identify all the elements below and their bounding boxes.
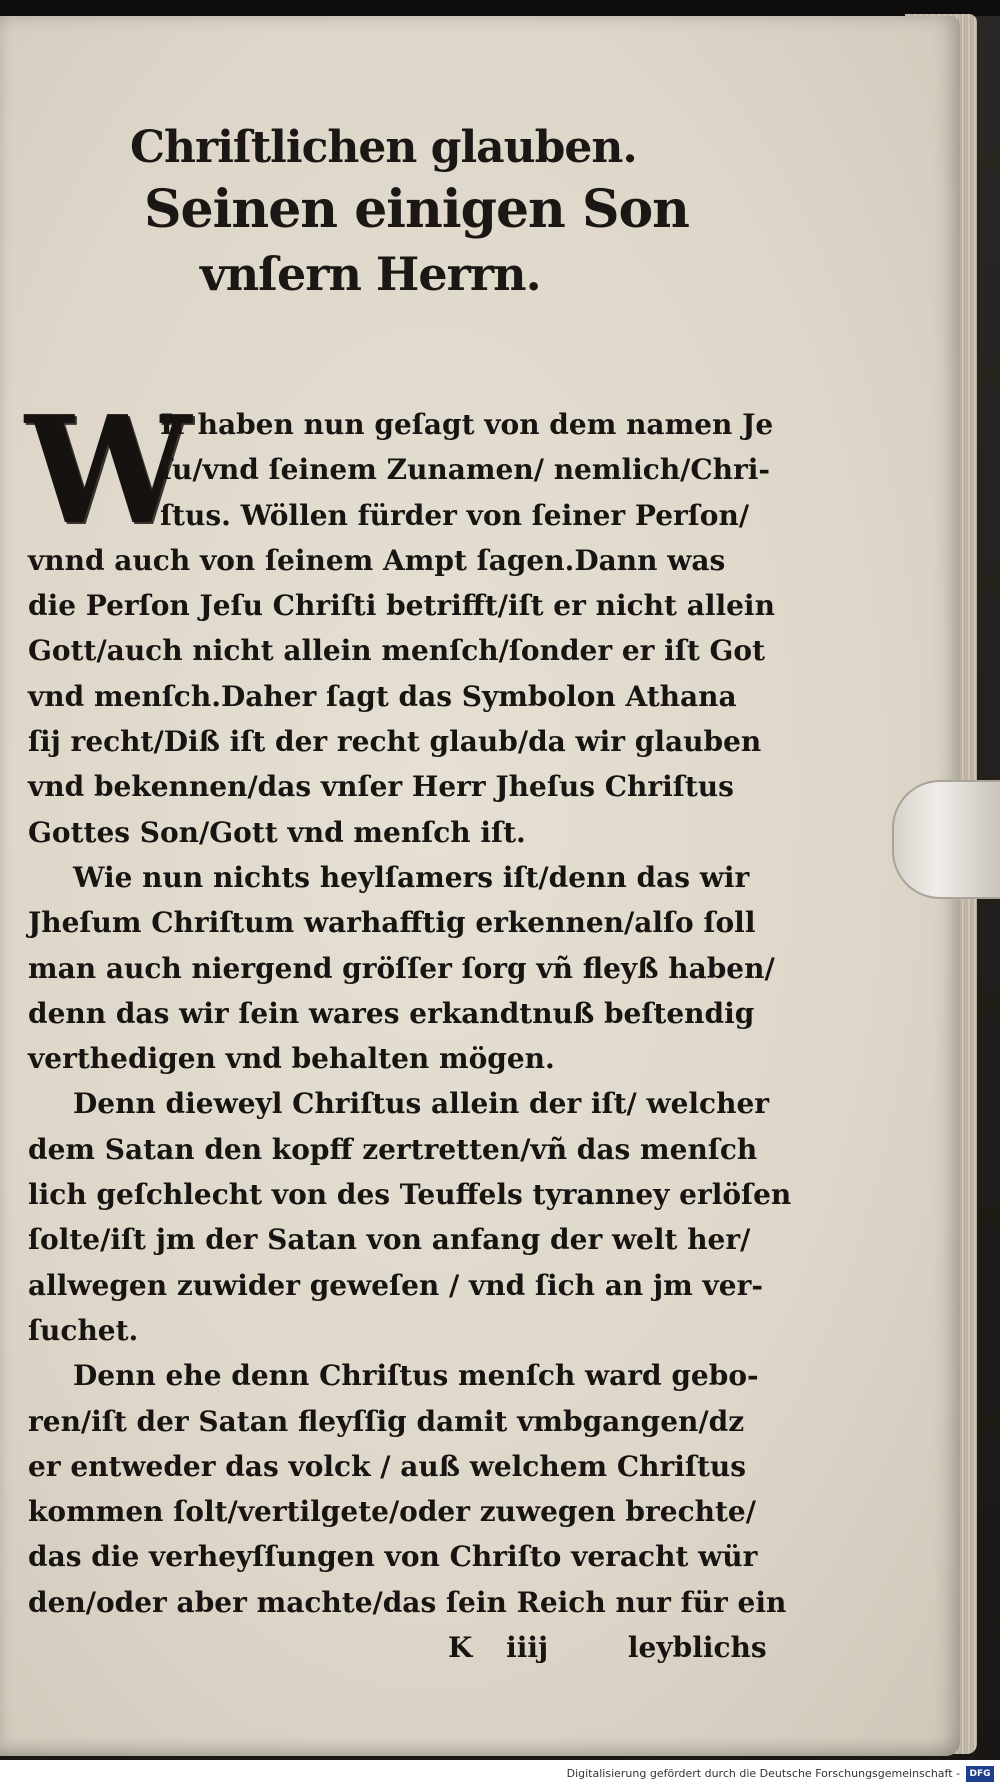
text-line: Denn dieweyl Chriſtus allein der iſt/ welcher <box>73 1087 770 1121</box>
page-headings <box>130 120 689 304</box>
text-line: ſtus. Wöllen fürder von ſeiner Perſon/ <box>160 498 750 532</box>
catchline <box>28 1625 803 1670</box>
dfg-logo: DFG <box>966 1766 994 1782</box>
text-line: man auch niergend gröſſer ſorg vñ fleyß haben/ <box>28 951 775 985</box>
text-line: verthedigen vnd behalten mögen. <box>28 1042 555 1076</box>
text-line: ren/iſt der Satan fleyſſig damit vmbgangen/dz <box>28 1404 745 1438</box>
text-line: ſij recht/Diß iſt der recht glaub/da wir glauben <box>28 725 762 759</box>
text-line: den/oder aber machte/das ſein Reich nur für ein <box>28 1585 787 1619</box>
signature-mark: K <box>448 1631 473 1665</box>
footer-bar <box>0 1760 1000 1791</box>
top-edge <box>0 0 1000 16</box>
text-line: vnd menſch.Daher ſagt das Symbolon Athana <box>28 679 737 713</box>
text-line: Denn ehe denn Chriſtus menſch ward gebo- <box>73 1359 759 1393</box>
text-line: lich geſchlecht von des Teuffels tyranney erlöſen <box>28 1178 792 1212</box>
text-line: ſu/vnd ſeinem Zunamen/ nemlich/Chri- <box>160 453 771 487</box>
text-line: Gott/auch nicht allein menſch/ſonder er iſt Got <box>28 634 766 668</box>
heading-line-1: Chriſtlichen glauben. <box>130 122 637 173</box>
text-line: ſuchet. <box>28 1313 139 1347</box>
text-line: vnnd auch von ſeinem Ampt ſagen.Dann was <box>28 543 726 577</box>
text-line: kommen ſolt/vertilgete/oder zuwegen brechte/ <box>28 1495 756 1529</box>
text-line: denn das wir ſein wares erkandtnuß beſtendig <box>28 996 755 1030</box>
text-line: allwegen zuwider geweſen / vnd ſich an jm ver- <box>28 1268 763 1302</box>
text-line: Wie nun nichts heylſamers iſt/denn das wir <box>73 860 750 894</box>
text-line: er entweder das volck / auß welchem Chriſtus <box>28 1449 747 1483</box>
footer-credit: Digitalisierung gefördert durch die Deutsche Forschungsgemeinschaft - <box>566 1767 960 1780</box>
drop-cap: W <box>25 383 192 557</box>
text-line: die Perſon Jeſu Chriſti betrifft/iſt er nicht allein <box>28 589 775 623</box>
text-line: Gottes Son/Gott vnd menſch iſt. <box>28 815 526 849</box>
text-line: ſolte/iſt jm der Satan von anfang der welt her/ <box>28 1223 751 1257</box>
page-clip <box>892 780 1000 899</box>
heading-line-2: Seinen einigen Son <box>144 179 689 240</box>
body-text <box>28 402 803 1670</box>
catchword: leyblichs <box>627 1631 767 1665</box>
text-line: das die verheyſſungen von Chriſto veracht wür <box>28 1540 758 1574</box>
text-line: vnd bekennen/das vnſer Herr Jheſus Chriſtus <box>28 770 734 804</box>
text-line: dem Satan den kopff zertretten/vñ das menſch <box>28 1132 758 1166</box>
text-line: Ir haben nun geſagt von dem namen Je <box>160 408 774 441</box>
text-line: Jheſum Chriſtum warhafftig erkennen/alſo ſoll <box>28 906 756 940</box>
folio-number: iiij <box>506 1631 549 1665</box>
heading-line-3: vnſern Herrn. <box>200 247 541 301</box>
